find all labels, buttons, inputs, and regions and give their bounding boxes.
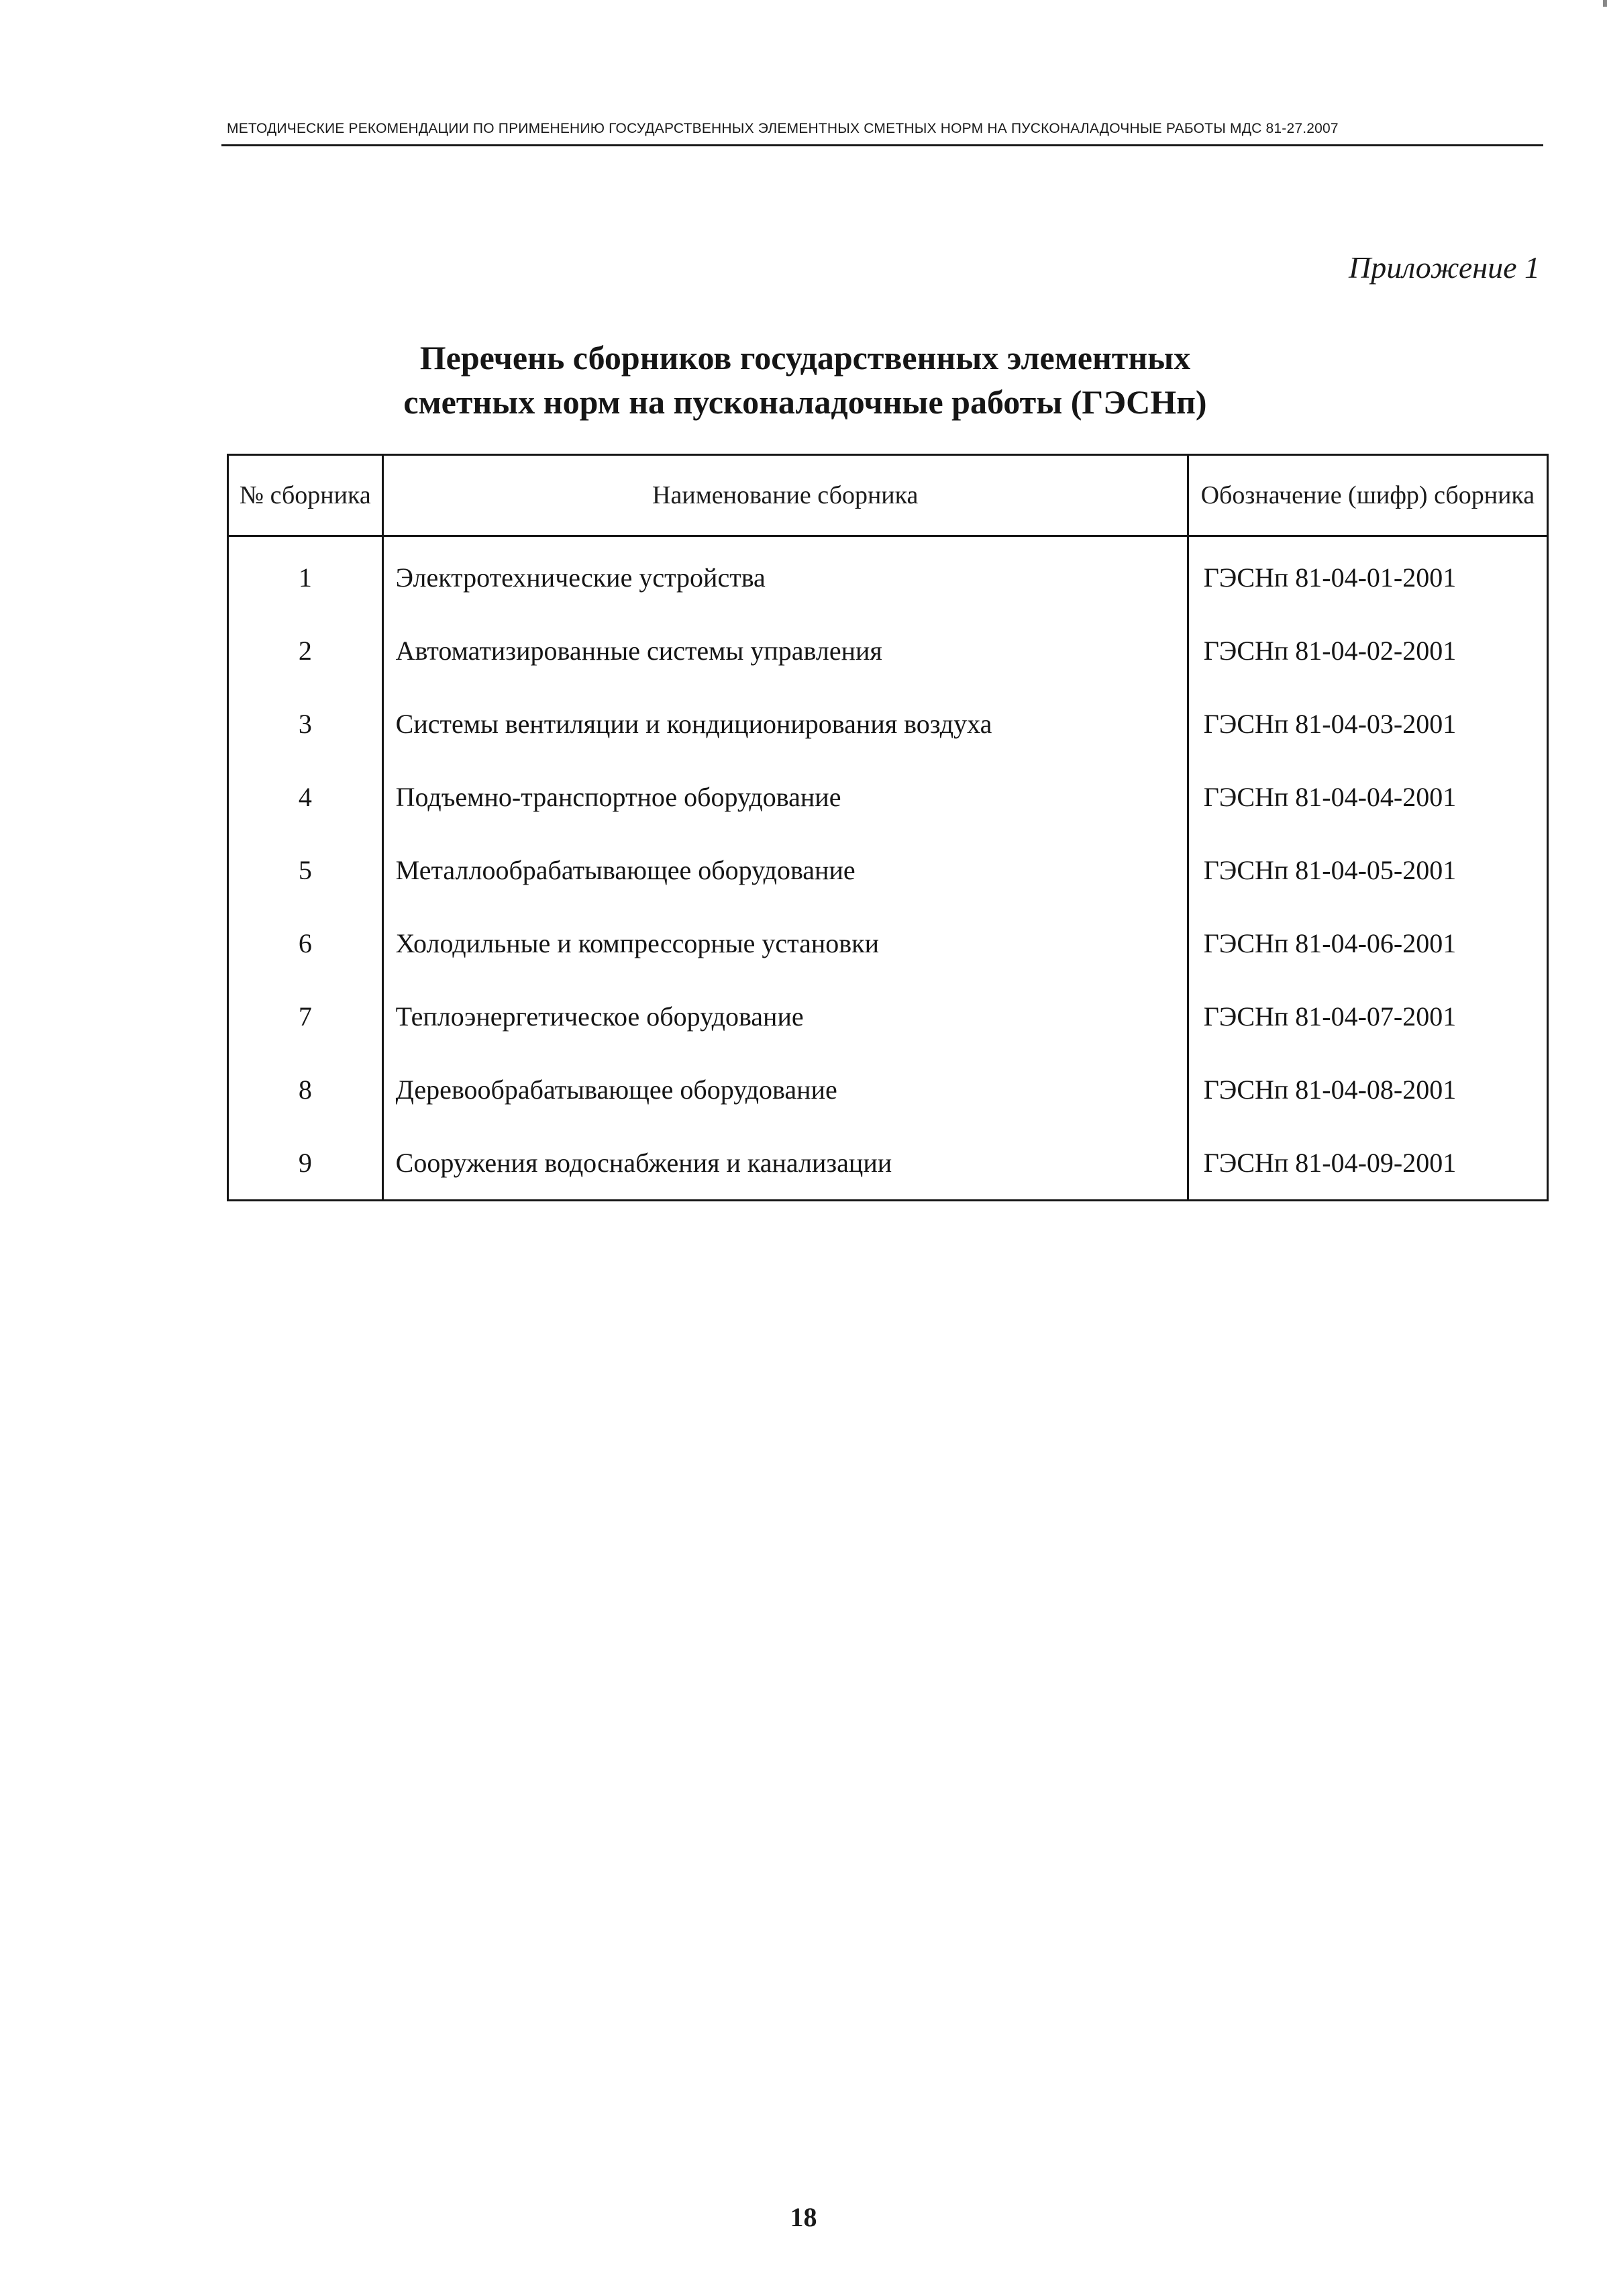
column-header-number-label: № сборника — [239, 481, 371, 509]
table-row — [228, 536, 1548, 615]
running-header: МЕТОДИЧЕСКИЕ РЕКОМЕНДАЦИИ ПО ПРИМЕНЕНИЮ ГОСУДАРСТВЕННЫХ ЭЛЕМЕНТНЫХ СМЕТНЫХ НОРМ НА ПУСКОНАЛАДОЧНЫЕ РАБОТЫ МДС 81-27.2007 — [227, 121, 1339, 136]
table-row — [228, 760, 1548, 834]
column-header-code — [1188, 455, 1547, 536]
column-header-name-label: Наименование сборника — [652, 481, 919, 509]
row-code: ГЭСНп 81-04-06-2001 — [1188, 907, 1547, 980]
row-name: Автоматизированные системы управления — [382, 614, 1188, 687]
document-title — [268, 336, 1342, 424]
table-row — [228, 907, 1548, 980]
header-rule — [221, 144, 1543, 146]
table-row — [228, 687, 1548, 760]
row-number: 1 — [228, 536, 383, 615]
row-code: ГЭСНп 81-04-01-2001 — [1188, 536, 1547, 615]
document-title-line-2: сметных норм на пусконаладочные работы (ГЭСНп) — [403, 383, 1207, 421]
column-header-name — [382, 455, 1188, 536]
table-row — [228, 1126, 1548, 1201]
table-row — [228, 834, 1548, 907]
row-name: Электротехнические устройства — [382, 536, 1188, 615]
row-code: ГЭСНп 81-04-05-2001 — [1188, 834, 1547, 907]
row-code: ГЭСНп 81-04-08-2001 — [1188, 1053, 1547, 1126]
row-number: 3 — [228, 687, 383, 760]
row-name: Подъемно-транспортное оборудование — [382, 760, 1188, 834]
row-number: 4 — [228, 760, 383, 834]
row-number: 8 — [228, 1053, 383, 1126]
column-header-code-label: Обозначение (шифр) сборника — [1200, 481, 1535, 509]
table-row — [228, 614, 1548, 687]
row-number: 5 — [228, 834, 383, 907]
row-name: Холодильные и компрессорные установки — [382, 907, 1188, 980]
row-code: ГЭСНп 81-04-03-2001 — [1188, 687, 1547, 760]
row-number: 2 — [228, 614, 383, 687]
page-number: 18 — [790, 2202, 817, 2232]
row-name: Металлообрабатывающее оборудование — [382, 834, 1188, 907]
document-title-line-1: Перечень сборников государственных элементных — [419, 339, 1191, 377]
column-header-number — [228, 455, 383, 536]
row-number: 9 — [228, 1126, 383, 1201]
table-header-row — [228, 455, 1548, 536]
table-row — [228, 980, 1548, 1053]
row-code: ГЭСНп 81-04-07-2001 — [1188, 980, 1547, 1053]
row-code: ГЭСНп 81-04-09-2001 — [1188, 1126, 1547, 1201]
row-number: 7 — [228, 980, 383, 1053]
row-code: ГЭСНп 81-04-04-2001 — [1188, 760, 1547, 834]
row-name: Деревообрабатывающее оборудование — [382, 1053, 1188, 1126]
scan-artifact — [1603, 0, 1607, 7]
row-number: 6 — [228, 907, 383, 980]
collections-table — [227, 454, 1549, 1201]
appendix-label: Приложение 1 — [1348, 250, 1540, 285]
row-name: Сооружения водоснабжения и канализации — [382, 1126, 1188, 1201]
row-code: ГЭСНп 81-04-02-2001 — [1188, 614, 1547, 687]
row-name: Системы вентиляции и кондиционирования воздуха — [382, 687, 1188, 760]
table-row — [228, 1053, 1548, 1126]
row-name: Теплоэнергетическое оборудование — [382, 980, 1188, 1053]
